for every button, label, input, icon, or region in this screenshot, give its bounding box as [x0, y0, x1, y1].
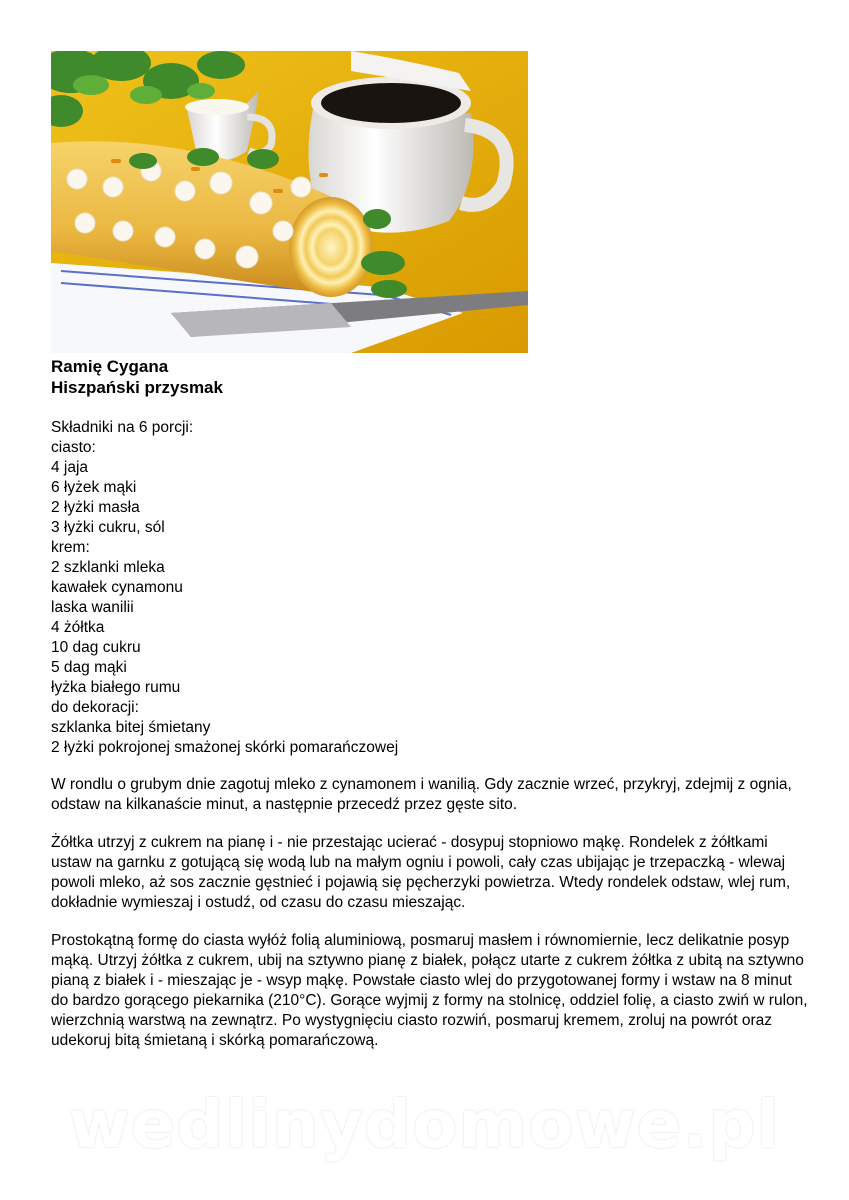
recipe-photo [51, 51, 528, 353]
ingredient-line: szklanka bitej śmietany [51, 719, 211, 736]
ingredient-line: łyżka białego rumu [51, 679, 181, 696]
instruction-paragraph-2: Żółtka utrzyj z cukrem na pianę i - nie przestając ucierać - dosypuj stopniowo mąkę. Rondelek z żółtkami ustaw na garnku z gotującą się wodą lub na małym ogniu i powoli, cały czas ubijając je trzepaczką - wlewaj powoli mleko, aż sos zacznie gęstnieć i pojawią się pęcherzyki powietrza. Wtedy rondelek odstaw, wlej rum, dokładnie wymieszaj i ostudź, od czasu do czasu mieszając. [51, 834, 791, 911]
instruction-paragraph-3: Prostokątną formę do ciasta wyłóż folią aluminiową, posmaruj masłem i równomiernie, lecz delikatnie posyp mąką. Utrzyj żółtka z cukrem, ubij na sztywno pianę z białek, połącz utarte z cukrem żółtka z ubitą na sztywno pianą z białek i - mieszając je - wsyp mąkę. Powstałe ciasto wlej do przygotowanej formy i wstaw na 8 minut do bardzo gorącego piekarnika (210°C). Gorące wyjmij z formy na stolnicę, oddziel folię, a ciasto zwiń w rulon, wierzchnią warstwą na zewnątrz. Po wystygnięciu ciasto rozwiń, posmaruj kremem, zroluj na powrót oraz udekoruj bitą śmietaną i skórką pomarańczową. [51, 932, 808, 1049]
ingredient-line: 3 łyżki cukru, sól [51, 519, 165, 536]
recipe-title: Ramię Cygana [51, 357, 169, 376]
recipe-titles [51, 356, 223, 398]
ingredient-line: 10 dag cukru [51, 639, 141, 656]
ingredient-line: 2 łyżki masła [51, 499, 140, 516]
ingredient-line: 5 dag mąki [51, 659, 127, 676]
ingredients-header: Składniki na 6 porcji: [51, 419, 194, 436]
instruction-paragraph-1: W rondlu o grubym dnie zagotuj mleko z cynamonem i wanilią. Gdy zacznie wrzeć, przykryj, zdejmij z ognia, odstaw na kilkanaście minut, a następnie przecedź przez gęste sito. [51, 776, 792, 813]
ingredient-section-label: krem: [51, 539, 90, 556]
ingredient-line: 2 łyżki pokrojonej smażonej skórki pomarańczowej [51, 739, 399, 756]
ingredient-section-label: do dekoracji: [51, 699, 139, 716]
ingredients-list [51, 418, 398, 758]
ingredient-line: kawałek cynamonu [51, 579, 183, 596]
site-watermark: wedlinydomowe.pl [68, 1086, 781, 1163]
ingredient-section-label: ciasto: [51, 439, 96, 456]
ingredient-line: 2 szklanki mleka [51, 559, 165, 576]
recipe-subtitle: Hiszpański przysmak [51, 378, 223, 397]
ingredient-line: 4 jaja [51, 459, 89, 476]
ingredient-line: 6 łyżek mąki [51, 479, 137, 496]
ingredient-line: laska wanilii [51, 599, 134, 616]
ingredient-line: 4 żółtka [51, 619, 105, 636]
recipe-photo-illustration [51, 51, 528, 353]
